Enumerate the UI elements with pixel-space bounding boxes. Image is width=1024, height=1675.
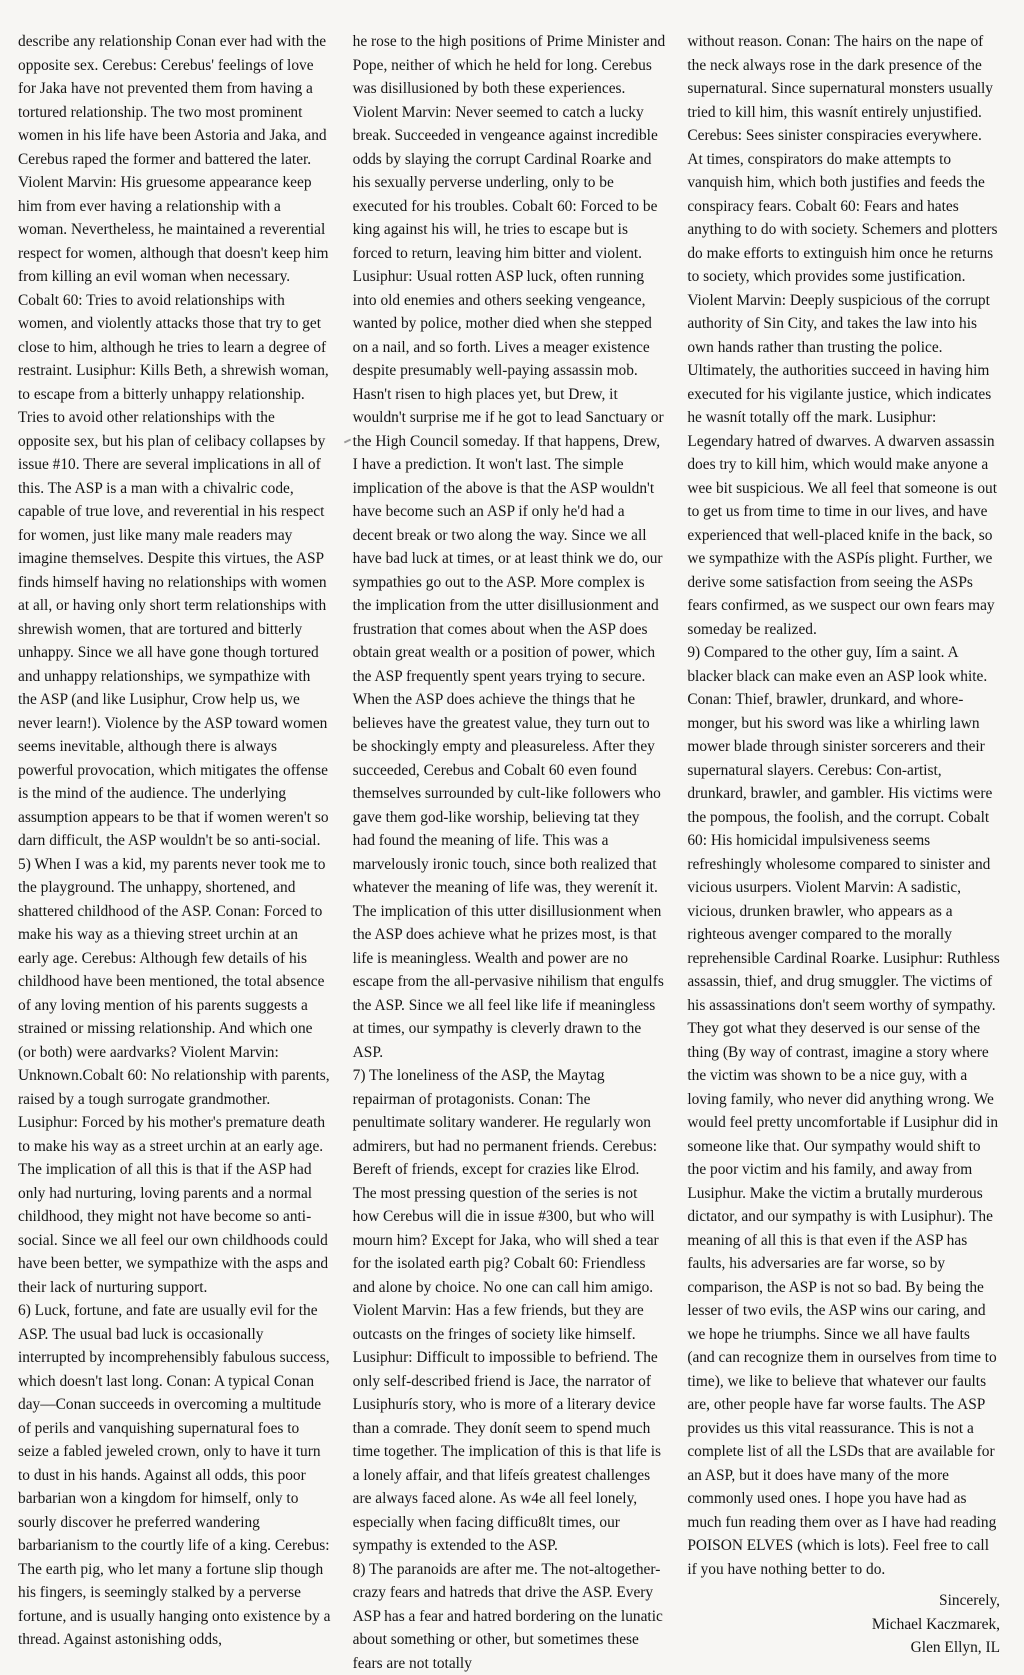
column-2 (353, 30, 666, 1675)
paragraph: describe any relationship Conan ever had with the opposite sex. Cerebus: Cerebus' feelings of love for Jaka have not prevented them from having a tortured relationship. The two most prominent women in his life have been Astoria and Jaka, and Cerebus raped the former and battered the later. Violent Marvin: His gruesome appearance keep him from ever having a relationship with a woman. Nevertheless, he maintained a reverential respect for women, although that doesn't keep him from killing an evil woman when necessary. Cobalt 60: Tries to avoid relationships with women, and violently attacks those that try to get close to him, although he tries to learn a degree of restraint. Lusiphur: Kills Beth, a shrewish woman, to escape from a bitterly unhappy relationship. Tries to avoid other relationships with the opposite sex, but his plan of celibacy collapses by issue #10. There are several implications in all of this. The ASP is a man with a chivalric code, capable of true love, and reverential in his respect for women, just like many male readers may imagine themselves. Despite this virtues, the ASP finds himself having no relationships with women at all, or having only short term relationships with shrewish women, that are tortured and bitterly unhappy. Since we all have gone though tortured and unhappy relationships, we sympathize with the ASP (and like Lusiphur, Crow help us, we never learn!). Violence by the ASP toward women seems inevitable, although there is always powerful provocation, which mitigates the offense is the mind of the audience. The underlying assumption appears to be that if women weren't so darn difficult, the ASP wouldn't be so anti-social. (18, 30, 331, 853)
paragraph: 7) The loneliness of the ASP, the Maytag repairman of protagonists. Conan: The penultimate solitary wanderer. He regularly won admirers, but had no permanent friends. Cerebus: Bereft of friends, except for crazies like Elrod. The most pressing question of the series is not how Cerebus will die in issue #300, but who will mourn him? Except for Jaka, who will shed a tear for the isolated earth pig? Cobalt 60: Friendless and alone by choice. No one can call him amigo. Violent Marvin: Has a few friends, but they are outcasts on the fringes of society like himself. Lusiphur: Difficult to impossible to befriend. The only self-described friend is Jace, the narrator of Lusiphurís story, who is more of a literary device than a comrade. They donít seem to spend much time together. The implication of this is that life is a lonely affair, and that lifeís greatest challenges are always faced alone. As w4e all feel lonely, especially when facing difficu8lt times, our sympathy is extended to the ASP. (353, 1064, 666, 1558)
paragraph: 8) The paranoids are after me. The not-altogether-crazy fears and hatreds that drive the ASP. Every ASP has a fear and hatred bordering on the lunatic about something or other, but sometimes these fears are not totally (353, 1558, 666, 1675)
text-columns (18, 30, 1000, 1675)
column-3 (687, 30, 1000, 1660)
signature-closing: Sincerely, (687, 1589, 1000, 1613)
signature-block (687, 1589, 1000, 1660)
column-1 (18, 30, 331, 1652)
paragraph: 9) Compared to the other guy, Iím a saint. A blacker black can make even an ASP look white. Conan: Thief, brawler, drunkard, and whore-monger, but his sword was like a whirling lawn mower blade through sinister sorcerers and their supernatural slayers. Cerebus: Con-artist, drunkard, brawler, and gambler. His victims were the pompous, the foolish, and the corrupt. Cobalt 60: His homicidal impulsiveness seems refreshingly wholesome compared to sinister and vicious usurpers. Violent Marvin: A sadistic, vicious, drunken brawler, who appears as a righteous avenger compared to the morally reprehensible Cardinal Roarke. Lusiphur: Ruthless assassin, thief, and drug smuggler. The victims of his assassinations don't seem worthy of sympathy. They got what they deserved is our sense of the thing (By way of contrast, imagine a story where the victim was shown to be a nice guy, with a loving family, who never did anything wrong. We would feel pretty uncomfortable if Lusiphur did in someone like that. Our sympathy would shift to the poor victim and his family, and away from Lusiphur. Make the victim a brutally murderous dictator, and our sympathy is with Lusiphur). The meaning of all this is that even if the ASP has faults, his adversaries are far worse, so by comparison, the ASP is not so bad. By being the lesser of two evils, the ASP wins our caring, and we hope he triumphs. Since we all have faults (and can recognize them in ourselves from time to time), we like to believe that whatever our faults are, other people have far worse faults. The ASP provides us this vital reassurance. This is not a complete list of all the LSDs that are available for an ASP, but it does have many of the more commonly used ones. I hope you have had as much fun reading them over as I have had reading POISON ELVES (which is lots). Feel free to call if you have nothing better to do. (687, 641, 1000, 1581)
paragraph: 6) Luck, fortune, and fate are usually evil for the ASP. The usual bad luck is occasionally interrupted by incomprehensibly fabulous success, which doesn't last long. Conan: A typical Conan day—Conan succeeds in overcoming a multitude of perils and vanquishing supernatural foes to seize a fabled jeweled crown, only to have it turn to dust in his hands. Against all odds, this poor barbarian won a kingdom for himself, only to sourly discover he preferred wandering barbarianism to the courtly life of a king. Cerebus: The earth pig, who let many a fortune slip though his fingers, is seemingly stalked by a perverse fortune, and is usually hanging onto existence by a thread. Against astonishing odds, (18, 1299, 331, 1652)
paragraph: 5) When I was a kid, my parents never took me to the playground. The unhappy, shortened, and shattered childhood of the ASP. Conan: Forced to make his way as a thieving street urchin at an early age. Cerebus: Although few details of his childhood have been mentioned, the total absence of any loving mention of his parents suggests a strained or missing relationship. And which one (or both) were aardvarks? Violent Marvin: Unknown.Cobalt 60: No relationship with parents, raised by a tough surrogate grandmother. Lusiphur: Forced by his mother's premature death to make his way as a street urchin at an early age. The implication of all this is that if the ASP had only had nurturing, loving parents and a normal childhood, they might not have become so anti-social. Since we all feel our own childhoods could have been better, we sympathize with the asps and their lack of nurturing support. (18, 853, 331, 1300)
paragraph: without reason. Conan: The hairs on the nape of the neck always rose in the dark presence of the supernatural. Since supernatural monsters usually tried to kill him, this wasnít entirely unjustified. Cerebus: Sees sinister conspiracies everywhere. At times, conspirators do make attempts to vanquish him, which both justifies and feeds the conspiracy fears. Cobalt 60: Fears and hates anything to do with society. Schemers and plotters do make efforts to extinguish him once he returns to society, which provides some justification. Violent Marvin: Deeply suspicious of the corrupt authority of Sin City, and takes the law into his own hands rather than trusting the police. Ultimately, the authorities succeed in having him executed for his vigilante justice, which indicates he wasnít totally off the mark. Lusiphur: Legendary hatred of dwarves. A dwarven assassin does try to kill him, which would make anyone a wee bit suspicious. We all feel that someone is out to get us from time to time in our lives, and have experienced that well-placed knife in the back, so we sympathize with the ASPís plight. Further, we derive some satisfaction from seeing the ASPs fears confirmed, as we suspect our own fears may someday be realized. (687, 30, 1000, 641)
signature-name: Michael Kaczmarek, (687, 1613, 1000, 1637)
signature-location: Glen Ellyn, IL (687, 1636, 1000, 1660)
paragraph: he rose to the high positions of Prime Minister and Pope, neither of which he held for long. Cerebus was disillusioned by both these experiences. Violent Marvin: Never seemed to catch a lucky break. Succeeded in vengeance against incredible odds by slaying the corrupt Cardinal Roarke and his sexually perverse underling, only to be executed for his troubles. Cobalt 60: Forced to be king against his will, he tries to escape but is forced to return, leaving him bitter and violent. Lusiphur: Usual rotten ASP luck, often running into old enemies and others seeking vengeance, wanted by police, mother died when she stepped on a nail, and so forth. Lives a meager existence despite presumably well-paying assassin mob. Hasn't risen to high places yet, but Drew, it wouldn't surprise me if he got to lead Sanctuary or the High Council someday. If that happens, Drew, I have a prediction. It won't last. The simple implication of the above is that the ASP wouldn't have become such an ASP if only he'd had a decent break or two along the way. Since we all have bad luck at times, or at least think we do, our sympathies go out to the ASP. More complex is the implication from the utter disillusionment and frustration that comes about when the ASP does obtain great wealth or a position of power, which the ASP frequently spent years trying to secure. When the ASP does achieve the things that he believes have the greatest value, they turn out to be shockingly empty and pleasureless. After they succeeded, Cerebus and Cobalt 60 even found themselves surrounded by cult-like followers who gave them god-like worship, believing tat they had found the meaning of life. This was a marvelously ironic touch, since both realized that whatever the meaning of life was, they werenít it. The implication of this utter disillusionment when the ASP does achieve what he prizes most, is that life is meaningless. Wealth and power are no escape from the all-pervasive nihilism that engulfs the ASP. Since we all feel like life if meaningless at times, our sympathy is cleverly drawn to the ASP. (353, 30, 666, 1064)
